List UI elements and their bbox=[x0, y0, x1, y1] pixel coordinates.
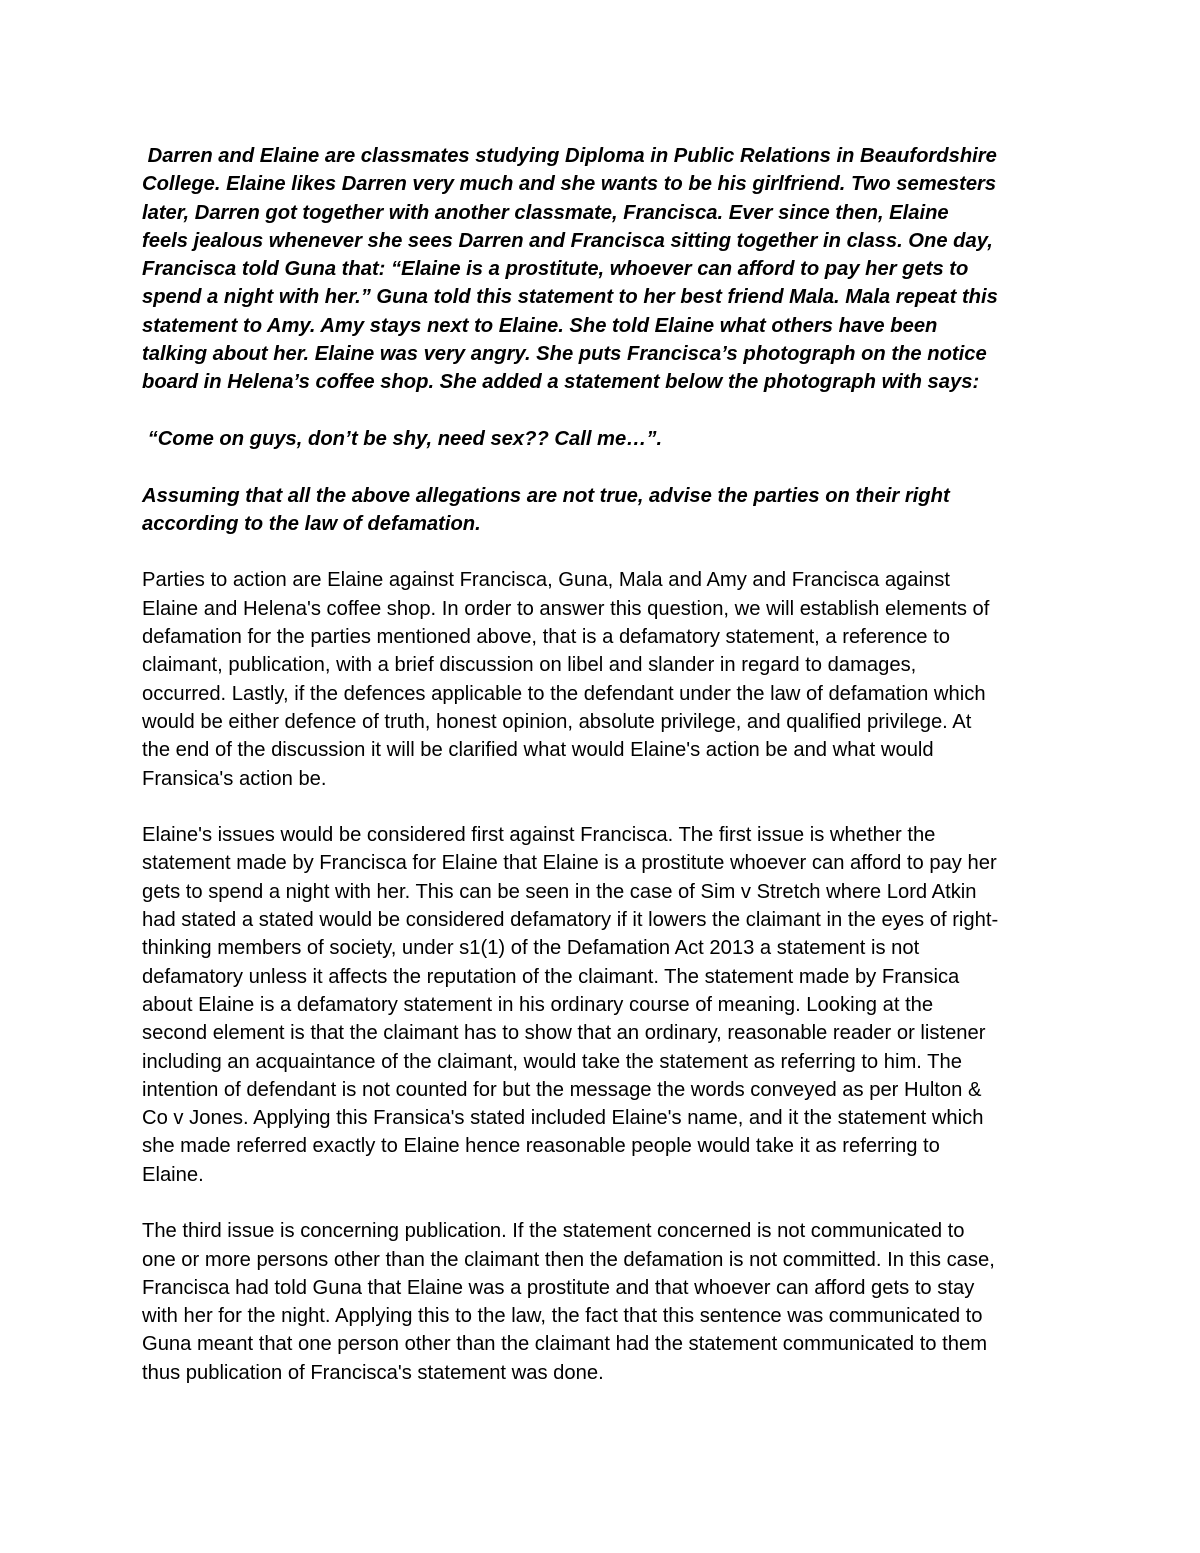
scenario-line: feels jealous whenever she sees Darren and Francisca sitting together in class. One day, bbox=[142, 229, 993, 252]
body-line: Elaine's issues would be considered first against Francisca. The first issue is whether the bbox=[142, 824, 936, 847]
body-line: gets to spend a night with her. This can be seen in the case of Sim v Stretch where Lord Atkin bbox=[142, 880, 977, 903]
body-line: one or more persons other than the claimant then the defamation is not committed. In this case, bbox=[142, 1248, 995, 1271]
scenario-line: spend a night with her.” Guna told this statement to her best friend Mala. Mala repeat this bbox=[142, 286, 998, 309]
publication-paragraph bbox=[142, 1217, 1067, 1387]
scenario-line: statement to Amy. Amy stays next to Elaine. She told Elaine what others have been bbox=[142, 314, 938, 337]
body-line: statement made by Francisca for Elaine that Elaine is a prostitute whoever can afford to pay her bbox=[142, 852, 997, 875]
body-line: Fransica's action be. bbox=[142, 767, 327, 790]
scenario-line: talking about her. Elaine was very angry. She puts Francisca’s photograph on the notice bbox=[142, 343, 987, 366]
body-line: Parties to action are Elaine against Francisca, Guna, Mala and Amy and Francisca against bbox=[142, 569, 950, 592]
question-line: Assuming that all the above allegations are not true, advise the parties on their right bbox=[142, 484, 950, 507]
body-line: Elaine. bbox=[142, 1163, 204, 1186]
body-line: Elaine and Helena's coffee shop. In order to answer this question, we will establish elements of bbox=[142, 597, 990, 620]
spacer bbox=[142, 397, 1067, 425]
body-line: Co v Jones. Applying this Fransica's stated included Elaine's name, and it the statement which bbox=[142, 1107, 984, 1130]
quote-line: “Come on guys, don’t be shy, need sex?? Call me…”. bbox=[142, 427, 663, 450]
body-line: Guna meant that one person other than the claimant had the statement communicated to them bbox=[142, 1333, 988, 1356]
question-paragraph bbox=[142, 482, 1067, 539]
body-line: would be either defence of truth, honest opinion, absolute privilege, and qualified privilege. At bbox=[142, 710, 972, 733]
scenario-paragraph bbox=[142, 142, 1067, 397]
body-line: thinking members of society, under s1(1) of the Defamation Act 2013 a statement is not bbox=[142, 937, 920, 960]
spacer bbox=[142, 538, 1067, 566]
body-line: she made referred exactly to Elaine hence reasonable people would take it as referring to bbox=[142, 1135, 940, 1158]
body-line: had stated a stated would be considered defamatory if it lowers the claimant in the eyes of right- bbox=[142, 909, 999, 932]
spacer bbox=[142, 793, 1067, 821]
document-body bbox=[142, 142, 1067, 1387]
question-line: according to the law of defamation. bbox=[142, 512, 481, 535]
body-line: about Elaine is a defamatory statement in his ordinary course of meaning. Looking at the bbox=[142, 993, 934, 1016]
scenario-line: later, Darren got together with another classmate, Francisca. Ever since then, Elaine bbox=[142, 201, 949, 224]
first-issue-paragraph bbox=[142, 821, 1067, 1189]
body-line: second element is that the claimant has to show that an ordinary, reasonable reader or listener bbox=[142, 1022, 986, 1045]
body-line: with her for the night. Applying this to the law, the fact that this sentence was communicated to bbox=[142, 1305, 983, 1328]
body-line: occurred. Lastly, if the defences applicable to the defendant under the law of defamation which bbox=[142, 682, 986, 705]
body-line: the end of the discussion it will be clarified what would Elaine's action be and what would bbox=[142, 739, 934, 762]
body-line: defamation for the parties mentioned above, that is a defamatory statement, a reference to bbox=[142, 626, 950, 649]
scenario-line: Francisca told Guna that: “Elaine is a prostitute, whoever can afford to pay her gets to bbox=[142, 258, 969, 281]
body-line: thus publication of Francisca's statement was done. bbox=[142, 1361, 604, 1384]
body-line: defamatory unless it affects the reputation of the claimant. The statement made by Fransica bbox=[142, 965, 960, 988]
scenario-line: College. Elaine likes Darren very much and she wants to be his girlfriend. Two semesters bbox=[142, 173, 997, 196]
body-line: including an acquaintance of the claimant, would take the statement as referring to him. The bbox=[142, 1050, 962, 1073]
body-line: Francisca had told Guna that Elaine was a prostitute and that whoever can afford gets to stay bbox=[142, 1276, 975, 1299]
scenario-line: board in Helena’s coffee shop. She added a statement below the photograph with says: bbox=[142, 371, 980, 394]
body-line: The third issue is concerning publication. If the statement concerned is not communicated to bbox=[142, 1220, 965, 1243]
scenario-line: Darren and Elaine are classmates studying Diploma in Public Relations in Beaufordshire bbox=[142, 145, 997, 167]
spacer bbox=[142, 453, 1067, 481]
body-line: intention of defendant is not counted for but the message the words conveyed as per Hulton & bbox=[142, 1078, 982, 1101]
quote-paragraph bbox=[142, 425, 1067, 453]
body-line: claimant, publication, with a brief discussion on libel and slander in regard to damages, bbox=[142, 654, 917, 677]
introduction-paragraph bbox=[142, 566, 1067, 792]
spacer bbox=[142, 1189, 1067, 1217]
